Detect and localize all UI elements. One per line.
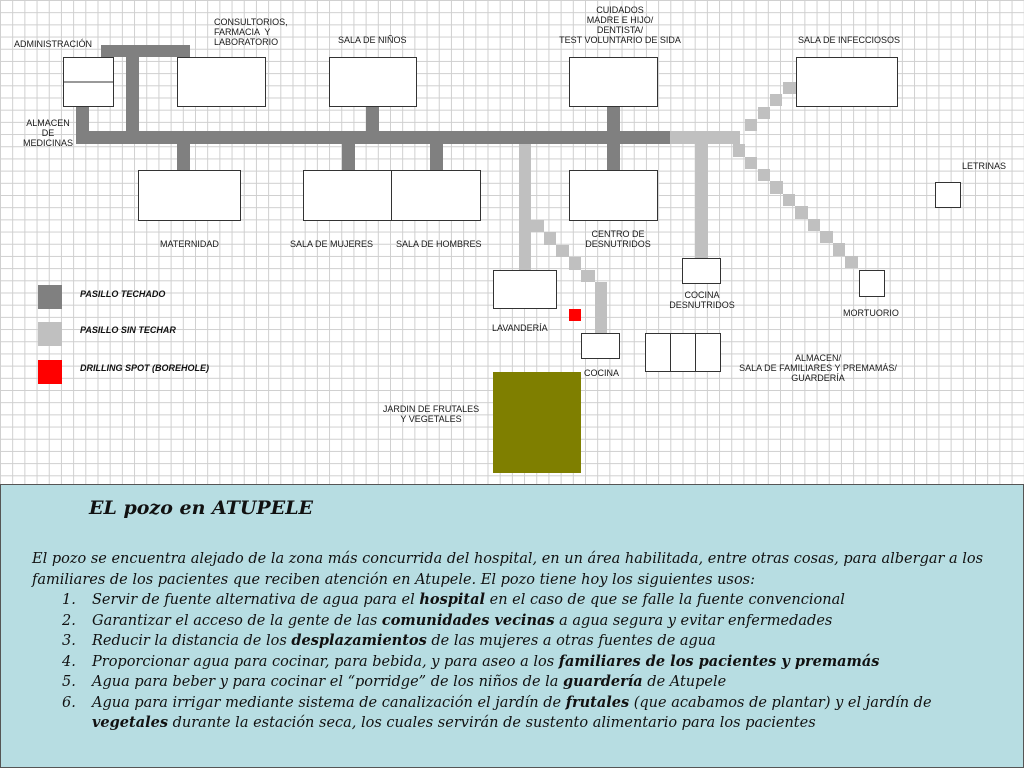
legend-swatch-covered: [38, 285, 62, 309]
use-item: [32, 652, 1002, 673]
use-item-emphasis: vegetales: [92, 714, 169, 731]
label-lavanderia: LAVANDERÍA: [492, 323, 548, 333]
use-item-number: 2.: [62, 612, 76, 629]
uncovered-corridor-step: [820, 231, 833, 243]
legend-swatch-drilling: [38, 360, 62, 384]
label-consultorios: CONSULTORIOS, FARMACIA Y LABORATORIO: [214, 17, 288, 47]
use-item: [32, 672, 1002, 693]
uncovered-corridor-step: [581, 270, 595, 282]
use-item-emphasis: guardería: [563, 673, 643, 690]
building-cocina-desnutridos: [683, 259, 721, 284]
use-item: [32, 693, 1002, 734]
use-item-number: 5.: [62, 674, 76, 690]
building-cocina: [582, 334, 620, 359]
covered-corridor-spur: [126, 45, 139, 135]
uncovered-corridor-step: [770, 94, 782, 106]
label-maternidad: MATERNIDAD: [160, 239, 219, 249]
uncovered-corridor-step: [733, 144, 745, 157]
uncovered-corridor-step: [758, 107, 770, 119]
use-item-emphasis: familiares de los pacientes y premamás: [558, 652, 880, 670]
uncovered-corridor-step: [544, 232, 556, 245]
building-letrinas: [936, 183, 961, 208]
covered-corridor-spur: [177, 142, 190, 170]
uncovered-corridor: [695, 144, 708, 258]
building-sala-infecciosos: [797, 58, 898, 107]
uncovered-corridor-step: [795, 206, 808, 219]
label-mortuorio: MORTUORIO: [843, 308, 899, 318]
uncovered-corridor-step: [783, 82, 796, 94]
uncovered-corridor-step: [745, 119, 757, 131]
legend-swatch-uncovered: [38, 322, 62, 346]
use-item: [32, 631, 1002, 652]
uncovered-corridor-step: [531, 220, 544, 232]
use-item-text: durante la estación seca, los cuales servirán de sustento alimentario para los pacientes: [168, 715, 816, 731]
uncovered-corridor-step: [745, 157, 757, 169]
use-item-text: en el caso de que se falle la fuente convencional: [485, 592, 845, 608]
label-sala-hombres: SALA DE HOMBRES: [396, 239, 482, 249]
panel-intro: El pozo se encuentra alejado de la zona más concurrida del hospital, en un área habilitada, entre otras cosas, para albergar a los familiares de los pacientes que reciben atención en Atupele. El pozo tiene hoy los siguientes usos:: [32, 551, 984, 588]
uncovered-corridor-step: [808, 219, 820, 231]
building-lavanderia: [494, 271, 557, 309]
use-item-text: Garantizar el acceso de la gente de las: [92, 612, 382, 629]
building-consultorios: [178, 58, 266, 107]
label-centro-desnutridos: CENTRO DE DESNUTRIDOS: [585, 229, 651, 249]
uncovered-corridor-step: [770, 181, 783, 194]
use-item-text: Proporcionar agua para cocinar, para bebida, y para aseo a los: [92, 653, 559, 670]
use-item-text: (que acabamos de plantar) y el jardín de: [629, 694, 932, 711]
use-item-text: de las mujeres a otras fuentes de agua: [426, 633, 716, 649]
uncovered-corridor-step: [833, 243, 845, 256]
label-sala-infecciosos: SALA DE INFECCIOSOS: [798, 35, 901, 45]
covered-corridor-spur: [607, 142, 620, 170]
use-item-emphasis: frutales: [565, 693, 630, 711]
use-item-text: Reducir la distancia de los: [92, 633, 292, 649]
covered-corridor-spur: [607, 106, 620, 133]
label-cuidados: CUIDADOS MADRE E HIJO/ DENTISTA/ TEST VOLUNTARIO DE SIDA: [559, 5, 681, 45]
legend-label-covered: PASILLO TECHADO: [80, 289, 166, 299]
label-almacen-familiares: ALMACEN/ SALA DE FAMILIARES Y PREMAMÁS/ GUARDERÍA: [739, 353, 897, 383]
use-item-emphasis: comunidades vecinas: [381, 611, 555, 629]
fruit-vegetable-garden: [493, 372, 581, 473]
label-letrinas: LETRINAS: [962, 161, 1007, 171]
legend-label-uncovered: PASILLO SIN TECHAR: [80, 325, 176, 335]
use-item-number: 4.: [62, 653, 76, 670]
legend-label-drilling: DRILLING SPOT (BOREHOLE): [80, 363, 209, 373]
uses-list: [32, 590, 1002, 734]
building-almacen-familiares: [646, 334, 721, 372]
covered-corridor-spur: [430, 142, 443, 170]
use-item: [32, 590, 1002, 611]
covered-corridor-spur: [366, 106, 379, 133]
use-item-emphasis: desplazamientos: [291, 632, 427, 649]
uncovered-corridor: [519, 144, 531, 270]
use-item-text: a agua segura y evitar enfermedades: [554, 612, 833, 629]
uncovered-corridor-step: [758, 169, 770, 181]
label-almacen-medicinas: ALMACEN DE MEDICINAS: [22, 118, 73, 148]
building-centro-desnutridos: [570, 171, 658, 221]
label-administracion: ADMINISTRACIÓN: [14, 39, 93, 49]
panel-title: EL pozo en ATUPELE: [89, 497, 314, 519]
use-item-number: 6.: [62, 694, 76, 711]
uncovered-corridor-step: [845, 256, 858, 268]
use-item-number: 1.: [62, 592, 76, 608]
use-item-number: 3.: [62, 633, 76, 649]
uncovered-corridor: [595, 282, 607, 334]
use-item-text: de Atupele: [642, 674, 727, 690]
use-item-text: Servir de fuente alternativa de agua para el: [92, 592, 420, 608]
use-item-emphasis: hospital: [419, 591, 486, 608]
info-panel: [0, 484, 1024, 768]
building-sala-mujeres: [304, 171, 392, 221]
use-item-text: Agua para beber y para cocinar el “porridge” de los niños de la: [92, 674, 564, 690]
uncovered-corridor-step: [556, 245, 569, 257]
label-sala-ninos: SALA DE NIÑOS: [338, 35, 407, 45]
label-cocina: COCINA: [584, 368, 620, 378]
building-cuidados: [570, 58, 658, 107]
use-item-text: Agua para irrigar mediante sistema de canalización el jardín de: [92, 694, 566, 711]
building-sala-ninos: [330, 58, 417, 107]
uncovered-corridor-east: [670, 131, 740, 144]
uncovered-corridor-step: [783, 194, 795, 206]
label-jardin: JARDIN DE FRUTALES Y VEGETALES: [382, 404, 480, 424]
covered-corridor-top: [101, 45, 190, 57]
use-item: [32, 611, 1002, 632]
building-mortuorio: [860, 271, 885, 297]
covered-corridor-spur: [342, 142, 355, 170]
building-sala-hombres: [392, 171, 481, 221]
label-cocina-desnutridos: COCINA DESNUTRIDOS: [669, 290, 735, 310]
borehole-marker: [569, 309, 581, 321]
label-sala-mujeres: SALA DE MUJERES: [290, 239, 374, 249]
uncovered-corridor-step: [569, 257, 581, 270]
building-maternidad: [139, 171, 241, 221]
